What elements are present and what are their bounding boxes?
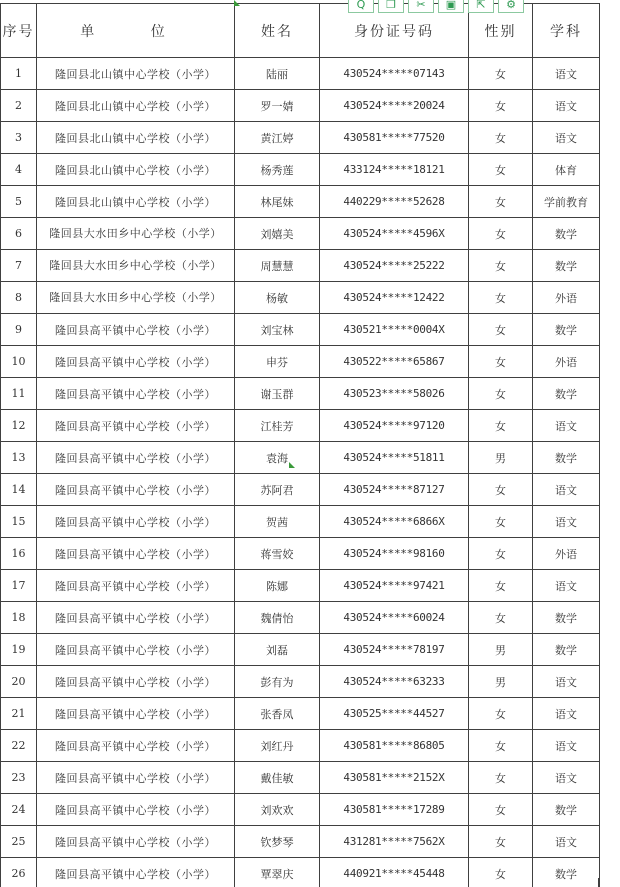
cell-unit[interactable]: 隆回县高平镇中心学校（小学） bbox=[37, 346, 235, 378]
cell-unit[interactable]: 隆回县大水田乡中心学校（小学） bbox=[37, 250, 235, 282]
cell-name[interactable]: 刘红丹 bbox=[235, 730, 320, 762]
cell-index[interactable]: 14 bbox=[1, 474, 37, 506]
cell-gender[interactable]: 女 bbox=[469, 282, 533, 314]
cell-gender[interactable]: 女 bbox=[469, 602, 533, 634]
header-index[interactable]: 序号 bbox=[1, 4, 37, 58]
cell-gender[interactable]: 女 bbox=[469, 122, 533, 154]
cell-id-number[interactable]: 440921*****45448 bbox=[320, 858, 469, 887]
table-row bbox=[1, 826, 600, 858]
cell-unit[interactable]: 隆回县北山镇中心学校（小学） bbox=[37, 154, 235, 186]
cell-subject[interactable]: 语文 bbox=[533, 570, 600, 602]
cell-id-number[interactable]: 430524*****63233 bbox=[320, 666, 469, 698]
cell-gender[interactable]: 男 bbox=[469, 666, 533, 698]
cell-subject[interactable]: 数学 bbox=[533, 858, 600, 887]
cell-name[interactable]: 刘磊 bbox=[235, 634, 320, 666]
cell-unit[interactable]: 隆回县高平镇中心学校（小学） bbox=[37, 730, 235, 762]
cell-subject[interactable]: 语文 bbox=[533, 506, 600, 538]
cell-subject[interactable]: 语文 bbox=[533, 58, 600, 90]
cell-index[interactable]: 11 bbox=[1, 378, 37, 410]
table-row bbox=[1, 538, 600, 570]
cell-name[interactable]: 刘宝林 bbox=[235, 314, 320, 346]
cell-index[interactable]: 3 bbox=[1, 122, 37, 154]
cell-subject[interactable]: 语文 bbox=[533, 698, 600, 730]
cell-index[interactable]: 7 bbox=[1, 250, 37, 282]
header-id-number[interactable]: 身份证号码 bbox=[320, 4, 469, 58]
cell-subject[interactable]: 语文 bbox=[533, 666, 600, 698]
cell-name[interactable]: 周慧慧 bbox=[235, 250, 320, 282]
partial-row bbox=[0, 878, 599, 887]
cell-unit[interactable]: 隆回县高平镇中心学校（小学） bbox=[37, 858, 235, 887]
cell-gender[interactable]: 女 bbox=[469, 250, 533, 282]
table-body bbox=[1, 58, 600, 887]
cell-index[interactable]: 8 bbox=[1, 282, 37, 314]
table-row bbox=[1, 506, 600, 538]
cell-id-number[interactable]: 430521*****0004X bbox=[320, 314, 469, 346]
teacher-table bbox=[0, 3, 600, 887]
table-row bbox=[1, 666, 600, 698]
cell-subject[interactable]: 外语 bbox=[533, 282, 600, 314]
table-row bbox=[1, 762, 600, 794]
cell-subject[interactable]: 语文 bbox=[533, 90, 600, 122]
table-row bbox=[1, 58, 600, 90]
search-icon: Q bbox=[356, 0, 366, 11]
copy-icon: ❐ bbox=[386, 0, 396, 11]
table-row bbox=[1, 570, 600, 602]
share-icon: ⇱ bbox=[476, 0, 486, 11]
cell-index[interactable]: 22 bbox=[1, 730, 37, 762]
cell-index[interactable]: 21 bbox=[1, 698, 37, 730]
cell-index[interactable]: 26 bbox=[1, 858, 37, 887]
cell-index[interactable]: 12 bbox=[1, 410, 37, 442]
cell-name[interactable]: 黄江婷 bbox=[235, 122, 320, 154]
cell-name[interactable]: 彭有为 bbox=[235, 666, 320, 698]
table-row bbox=[1, 474, 600, 506]
table-row bbox=[1, 90, 600, 122]
table-row bbox=[1, 218, 600, 250]
cell-id-number[interactable]: 430524*****97421 bbox=[320, 570, 469, 602]
cell-unit[interactable]: 隆回县高平镇中心学校（小学） bbox=[37, 442, 235, 474]
cell-unit[interactable]: 隆回县高平镇中心学校（小学） bbox=[37, 794, 235, 826]
cell-id-number[interactable]: 430524*****98160 bbox=[320, 538, 469, 570]
cell-subject[interactable]: 数学 bbox=[533, 218, 600, 250]
cell-name[interactable]: 张香凤 bbox=[235, 698, 320, 730]
cell-index[interactable]: 2 bbox=[1, 90, 37, 122]
cell-index[interactable]: 23 bbox=[1, 762, 37, 794]
cell-unit[interactable]: 隆回县北山镇中心学校（小学） bbox=[37, 58, 235, 90]
cell-name[interactable]: 杨敏 bbox=[235, 282, 320, 314]
cell-unit[interactable]: 隆回县高平镇中心学校（小学） bbox=[37, 762, 235, 794]
cell-gender[interactable]: 女 bbox=[469, 730, 533, 762]
cell-gender[interactable]: 男 bbox=[469, 634, 533, 666]
cell-unit[interactable]: 隆回县高平镇中心学校（小学） bbox=[37, 570, 235, 602]
table-row bbox=[1, 186, 600, 218]
cell-index[interactable]: 19 bbox=[1, 634, 37, 666]
cell-index[interactable]: 17 bbox=[1, 570, 37, 602]
cell-id-number[interactable]: 431281*****7562X bbox=[320, 826, 469, 858]
cell-gender[interactable]: 女 bbox=[469, 762, 533, 794]
cell-name[interactable]: 刘欢欢 bbox=[235, 794, 320, 826]
cell-subject[interactable]: 语文 bbox=[533, 730, 600, 762]
cell-index[interactable]: 16 bbox=[1, 538, 37, 570]
gear-button[interactable] bbox=[498, 0, 524, 13]
cell-index[interactable]: 18 bbox=[1, 602, 37, 634]
cell-marker-icon bbox=[289, 462, 295, 468]
header-gender[interactable]: 性别 bbox=[469, 4, 533, 58]
cell-index[interactable]: 15 bbox=[1, 506, 37, 538]
table-row bbox=[1, 346, 600, 378]
header-name[interactable]: 姓名 bbox=[235, 4, 320, 58]
cell-subject[interactable]: 语文 bbox=[533, 410, 600, 442]
cell-index[interactable]: 24 bbox=[1, 794, 37, 826]
cell-unit[interactable]: 隆回县高平镇中心学校（小学） bbox=[37, 602, 235, 634]
cell-gender[interactable]: 女 bbox=[469, 538, 533, 570]
cell-gender[interactable]: 女 bbox=[469, 314, 533, 346]
cell-id-number[interactable]: 430524*****07143 bbox=[320, 58, 469, 90]
table-row bbox=[1, 250, 600, 282]
cell-unit[interactable]: 隆回县大水田乡中心学校（小学） bbox=[37, 282, 235, 314]
cell-name[interactable]: 覃翠庆 bbox=[235, 858, 320, 887]
table-row bbox=[1, 410, 600, 442]
cell-id-number[interactable]: 430581*****2152X bbox=[320, 762, 469, 794]
cell-unit[interactable]: 隆回县北山镇中心学校（小学） bbox=[37, 186, 235, 218]
cell-subject[interactable]: 外语 bbox=[533, 346, 600, 378]
cell-gender[interactable]: 女 bbox=[469, 474, 533, 506]
cell-name[interactable]: 林尾妹 bbox=[235, 186, 320, 218]
cell-index[interactable]: 4 bbox=[1, 154, 37, 186]
cell-unit[interactable]: 隆回县北山镇中心学校（小学） bbox=[37, 90, 235, 122]
cell-name[interactable]: 杨秀莲 bbox=[235, 154, 320, 186]
cell-id-number[interactable]: 430524*****97120 bbox=[320, 410, 469, 442]
cell-gender[interactable]: 女 bbox=[469, 218, 533, 250]
cell-unit[interactable]: 隆回县大水田乡中心学校（小学） bbox=[37, 218, 235, 250]
cell-subject[interactable]: 语文 bbox=[533, 122, 600, 154]
cell-gender[interactable]: 女 bbox=[469, 858, 533, 887]
cell-index[interactable]: 10 bbox=[1, 346, 37, 378]
cell-id-number[interactable]: 430524*****78197 bbox=[320, 634, 469, 666]
cell-index[interactable]: 9 bbox=[1, 314, 37, 346]
cell-name[interactable]: 苏阿君 bbox=[235, 474, 320, 506]
cell-id-number[interactable]: 430522*****65867 bbox=[320, 346, 469, 378]
cell-subject[interactable]: 数学 bbox=[533, 602, 600, 634]
cell-id-number[interactable]: 430581*****17289 bbox=[320, 794, 469, 826]
cell-gender[interactable]: 女 bbox=[469, 794, 533, 826]
cell-index[interactable]: 13 bbox=[1, 442, 37, 474]
cell-unit[interactable]: 隆回县高平镇中心学校（小学） bbox=[37, 410, 235, 442]
cell-id-number[interactable]: 430524*****60024 bbox=[320, 602, 469, 634]
cell-subject[interactable]: 语文 bbox=[533, 762, 600, 794]
cell-subject[interactable]: 外语 bbox=[533, 538, 600, 570]
cell-name[interactable]: 戴佳敏 bbox=[235, 762, 320, 794]
table-row bbox=[1, 698, 600, 730]
cell-id-number[interactable]: 430581*****86805 bbox=[320, 730, 469, 762]
cell-gender[interactable]: 女 bbox=[469, 346, 533, 378]
cell-gender[interactable]: 女 bbox=[469, 410, 533, 442]
cell-name[interactable]: 蒋雪姣 bbox=[235, 538, 320, 570]
table-row bbox=[1, 602, 600, 634]
cell-unit[interactable]: 隆回县高平镇中心学校（小学） bbox=[37, 378, 235, 410]
cell-name[interactable]: 谢玉群 bbox=[235, 378, 320, 410]
cell-id-number[interactable]: 430524*****87127 bbox=[320, 474, 469, 506]
cell-gender[interactable]: 女 bbox=[469, 58, 533, 90]
cell-id-number[interactable]: 430524*****51811 bbox=[320, 442, 469, 474]
cell-name[interactable]: 江桂芳 bbox=[235, 410, 320, 442]
cell-subject[interactable]: 体育 bbox=[533, 154, 600, 186]
scissors-button[interactable] bbox=[408, 0, 434, 13]
search-button[interactable] bbox=[348, 0, 374, 13]
cell-id-number[interactable]: 430524*****6866X bbox=[320, 506, 469, 538]
cell-subject[interactable]: 数学 bbox=[533, 314, 600, 346]
cell-subject[interactable]: 语文 bbox=[533, 474, 600, 506]
cell-id-number[interactable]: 430524*****20024 bbox=[320, 90, 469, 122]
cell-name[interactable]: 罗一婧 bbox=[235, 90, 320, 122]
cell-gender[interactable]: 男 bbox=[469, 442, 533, 474]
save-icon: ▣ bbox=[445, 0, 457, 11]
cell-unit[interactable]: 隆回县高平镇中心学校（小学） bbox=[37, 826, 235, 858]
cell-unit[interactable]: 隆回县高平镇中心学校（小学） bbox=[37, 666, 235, 698]
cell-id-number[interactable]: 440229*****52628 bbox=[320, 186, 469, 218]
cell-name[interactable]: 袁海 bbox=[235, 442, 320, 474]
cell-subject[interactable]: 语文 bbox=[533, 826, 600, 858]
cell-id-number[interactable]: 433124*****18121 bbox=[320, 154, 469, 186]
cell-index[interactable]: 1 bbox=[1, 58, 37, 90]
cell-unit[interactable]: 隆回县北山镇中心学校（小学） bbox=[37, 122, 235, 154]
cell-unit[interactable]: 隆回县高平镇中心学校（小学） bbox=[37, 538, 235, 570]
cell-gender[interactable]: 女 bbox=[469, 378, 533, 410]
cell-gender[interactable]: 女 bbox=[469, 506, 533, 538]
table-row bbox=[1, 154, 600, 186]
cell-unit[interactable]: 隆回县高平镇中心学校（小学） bbox=[37, 698, 235, 730]
cell-id-number[interactable]: 430523*****58026 bbox=[320, 378, 469, 410]
table-row bbox=[1, 282, 600, 314]
share-button[interactable] bbox=[468, 0, 494, 13]
cell-subject[interactable]: 数学 bbox=[533, 250, 600, 282]
cell-index[interactable]: 25 bbox=[1, 826, 37, 858]
copy-button[interactable] bbox=[378, 0, 404, 13]
table-row bbox=[1, 730, 600, 762]
cell-index[interactable]: 20 bbox=[1, 666, 37, 698]
cell-subject[interactable]: 学前教育 bbox=[533, 186, 600, 218]
cell-index[interactable]: 5 bbox=[1, 186, 37, 218]
cell-marker-icon bbox=[234, 0, 240, 6]
cell-name[interactable]: 申芬 bbox=[235, 346, 320, 378]
table-row bbox=[1, 634, 600, 666]
cell-unit[interactable]: 隆回县高平镇中心学校（小学） bbox=[37, 506, 235, 538]
cell-subject[interactable]: 数学 bbox=[533, 794, 600, 826]
table-row bbox=[1, 314, 600, 346]
cell-gender[interactable]: 女 bbox=[469, 90, 533, 122]
table-row bbox=[1, 442, 600, 474]
cell-subject[interactable]: 数学 bbox=[533, 442, 600, 474]
cell-gender[interactable]: 女 bbox=[469, 186, 533, 218]
cell-unit[interactable]: 隆回县高平镇中心学校（小学） bbox=[37, 474, 235, 506]
cell-id-number[interactable]: 430524*****25222 bbox=[320, 250, 469, 282]
cell-unit[interactable]: 隆回县高平镇中心学校（小学） bbox=[37, 314, 235, 346]
cell-name[interactable]: 钦梦琴 bbox=[235, 826, 320, 858]
cell-id-number[interactable]: 430524*****12422 bbox=[320, 282, 469, 314]
cell-name[interactable]: 陆丽 bbox=[235, 58, 320, 90]
cell-gender[interactable]: 女 bbox=[469, 826, 533, 858]
cell-id-number[interactable]: 430581*****77520 bbox=[320, 122, 469, 154]
table-row bbox=[1, 378, 600, 410]
cell-name[interactable]: 魏倩怡 bbox=[235, 602, 320, 634]
cell-subject[interactable]: 数学 bbox=[533, 634, 600, 666]
header-subject[interactable]: 学科 bbox=[533, 4, 600, 58]
table-row bbox=[1, 794, 600, 826]
cell-name[interactable]: 贺茜 bbox=[235, 506, 320, 538]
save-button[interactable] bbox=[438, 0, 464, 13]
cell-subject[interactable]: 数学 bbox=[533, 378, 600, 410]
cell-name[interactable]: 刘嬉美 bbox=[235, 218, 320, 250]
cell-gender[interactable]: 女 bbox=[469, 698, 533, 730]
cell-id-number[interactable]: 430525*****44527 bbox=[320, 698, 469, 730]
cell-gender[interactable]: 女 bbox=[469, 570, 533, 602]
scissors-icon: ✂ bbox=[416, 0, 426, 11]
cell-gender[interactable]: 女 bbox=[469, 154, 533, 186]
gear-icon: ⚙ bbox=[506, 0, 516, 11]
cell-index[interactable]: 6 bbox=[1, 218, 37, 250]
cell-name[interactable]: 陈娜 bbox=[235, 570, 320, 602]
header-unit[interactable] bbox=[37, 4, 235, 58]
cell-id-number[interactable]: 430524*****4596X bbox=[320, 218, 469, 250]
table-row bbox=[1, 122, 600, 154]
cell-unit[interactable]: 隆回县高平镇中心学校（小学） bbox=[37, 634, 235, 666]
floating-toolbar bbox=[348, 0, 524, 14]
header-unit-label: 单 位 bbox=[80, 23, 191, 40]
